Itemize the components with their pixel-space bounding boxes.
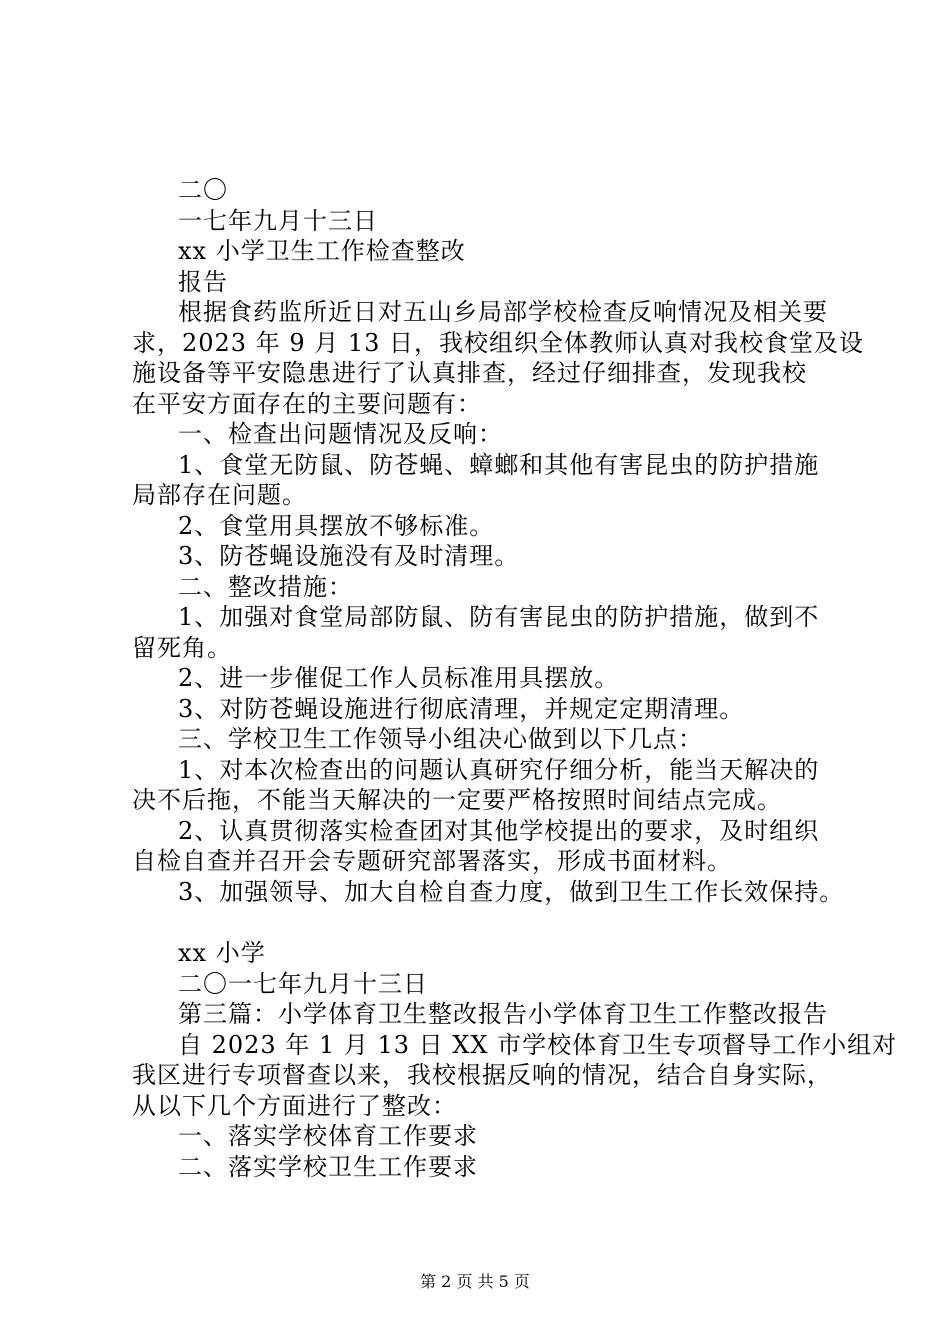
text-line: 二〇一七年九月十三日 [178, 969, 428, 998]
text-line: 一、落实学校体育工作要求 [178, 1122, 478, 1150]
text-line: 自检自查并召开会专题研究部署落实，形成书面材料。 [132, 847, 732, 875]
text-line: 第三篇：小学体育卫生整改报告小学体育卫生工作整改报告 [178, 1000, 828, 1028]
text-line: 决不后拖，不能当天解决的一定要严格按照时间结点完成。 [132, 786, 782, 814]
text-line: 求，2023 年 9 月 13 日，我校组织全体教师认真对我校食堂及设 [132, 328, 865, 357]
text-line: 3、加强领导、加大自检自查力度，做到卫生工作长效保持。 [178, 877, 845, 906]
text-line: 3、防苍蝇设施没有及时清理。 [178, 542, 520, 570]
text-line: 在平安方面存在的主要问题有： [132, 389, 482, 418]
text-line: 局部存在问题。 [132, 481, 307, 509]
text-line: 1、对本次检查出的问题认真研究仔细分析，能当天解决的 [178, 755, 820, 784]
document-section-1 [132, 175, 865, 907]
text-line: 施设备等平安隐患进行了认真排查，经过仔细排查，发现我校 [132, 359, 807, 387]
text-line: 2、认真贯彻落实检查团对其他学校提出的要求，及时组织 [178, 816, 820, 845]
text-line: 三、学校卫生工作领导小组决心做到以下几点： [178, 725, 703, 753]
text-line: 留死角。 [132, 633, 232, 662]
text-line: 3、对防苍蝇设施进行彻底清理，并规定定期清理。 [178, 694, 745, 723]
text-line: 二、整改措施： [178, 572, 353, 601]
text-line: 二、落实学校卫生工作要求 [178, 1152, 478, 1181]
text-line: 二〇 [178, 176, 228, 204]
document-body [132, 175, 898, 1182]
text-line: 自 2023 年 1 月 13 日 XX 市学校体育卫生专项督导工作小组对 [178, 1030, 898, 1059]
text-line: 报告 [178, 267, 228, 296]
text-line: 1、食堂无防鼠、防苍蝇、蟑螂和其他有害昆虫的防护措施 [178, 450, 820, 479]
text-line: 1、加强对食堂局部防鼠、防有害昆虫的防护措施，做到不 [178, 603, 820, 631]
text-line: 一七年九月十三日 [178, 206, 378, 235]
text-line: 我区进行专项督查以来，我校根据反响的情况，结合自身实际， [132, 1061, 832, 1089]
text-line: 根据食药监所近日对五山乡局部学校检查反响情况及相关要 [178, 298, 828, 326]
text-line: 2、食堂用具摆放不够标准。 [178, 511, 495, 540]
text-line: 一、检查出问题情况及反响： [178, 420, 503, 448]
page-footer: 第 2 页 共 5 页 [420, 1272, 530, 1291]
text-line: xx 小学 [178, 939, 266, 967]
text-line: 从以下几个方面进行了整改： [132, 1091, 457, 1120]
text-line: 2、进一步催促工作人员标准用具摆放。 [178, 664, 620, 692]
document-section-2 [132, 938, 898, 1182]
text-line: xx 小学卫生工作检查整改 [178, 237, 466, 265]
blank-line [132, 907, 832, 938]
